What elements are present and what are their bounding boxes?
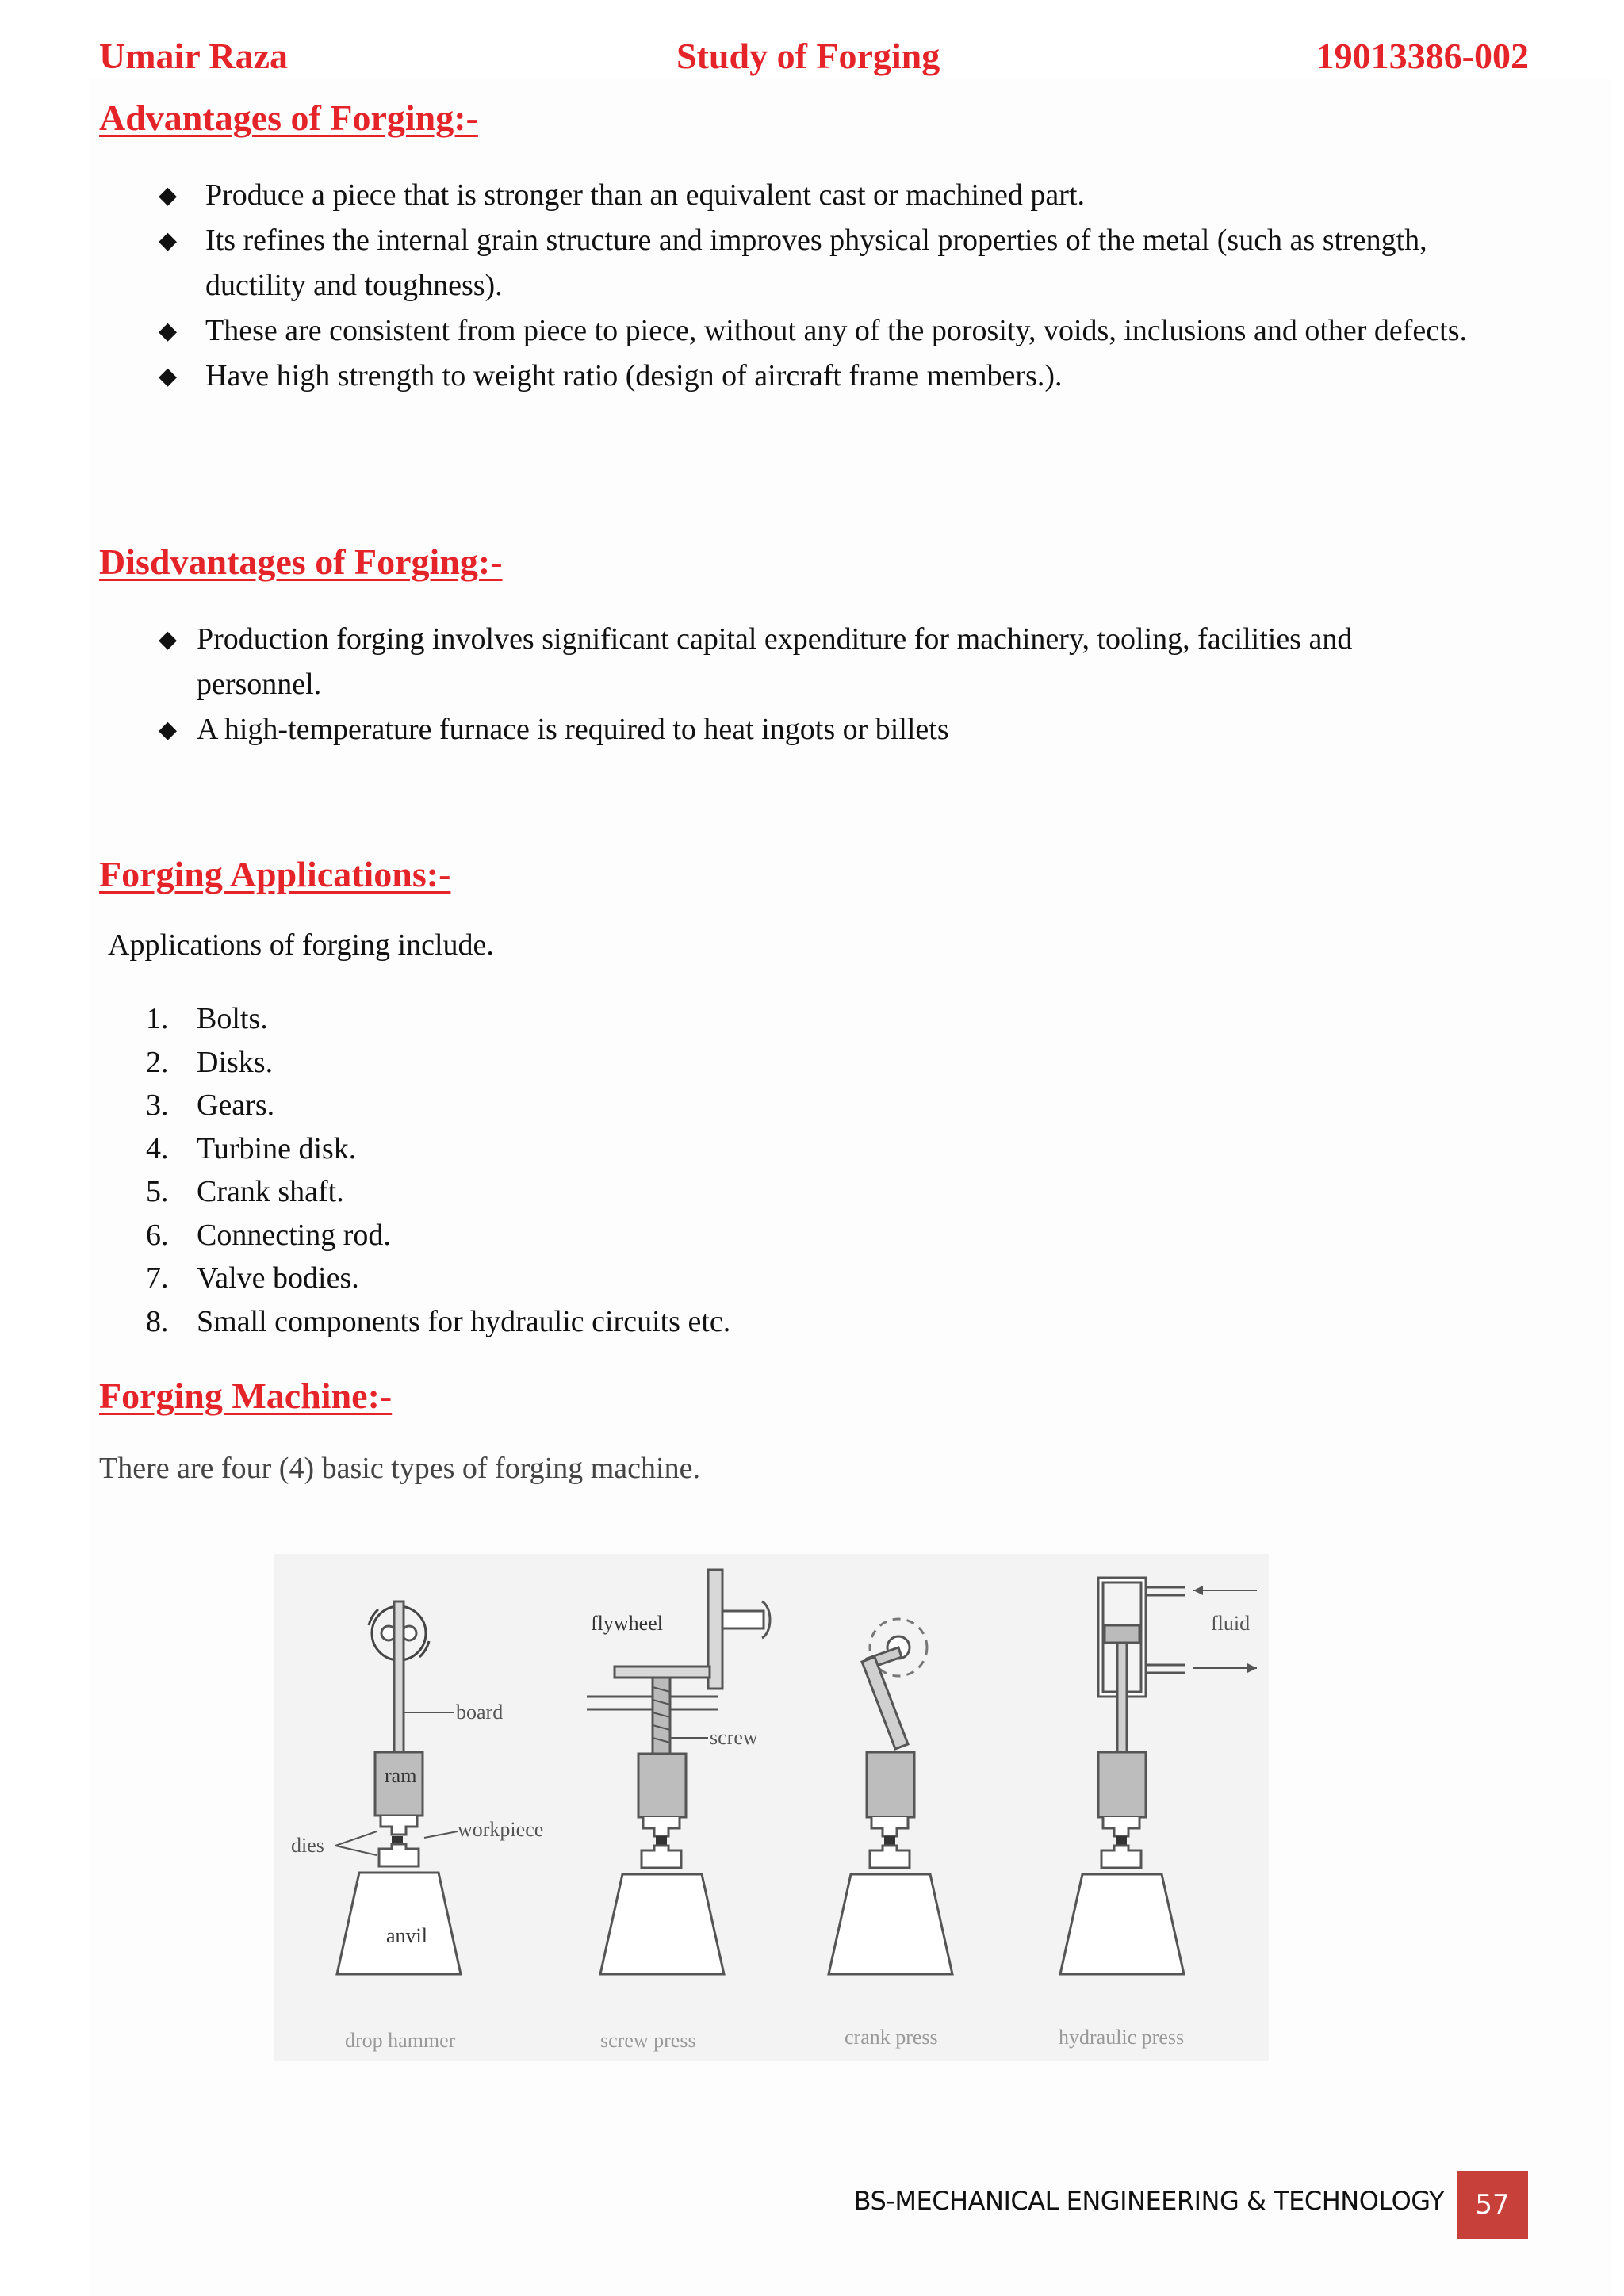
list-item: 1. Bolts. xyxy=(146,1002,268,1035)
label-ram: ram xyxy=(385,1764,417,1787)
forging-machine-intro: There are four (4) basic types of forging machine. xyxy=(99,1452,700,1485)
list-item: 2. Disks. xyxy=(146,1045,274,1079)
page-number-badge: 57 xyxy=(1457,2171,1528,2239)
diamond-bullet-icon: ◆ xyxy=(159,363,178,389)
label-anvil: anvil xyxy=(386,1924,427,1947)
caption-crank-press: crank press xyxy=(845,2026,938,2049)
list-item: ◆ Its refines the internal grain structure and improves physical properties of the metal (such as strength, ductility and toughness). xyxy=(159,218,1467,308)
list-item: 3. Gears. xyxy=(146,1089,275,1122)
disadvantages-heading: Disdvantages of Forging:- xyxy=(99,541,503,582)
running-header xyxy=(99,35,1529,82)
list-item: 7. Valve bodies. xyxy=(146,1261,359,1295)
list-item: 5. Crank shaft. xyxy=(146,1175,344,1208)
list-item: ◆ A high-temperature furnace is required to heat ingots or billets xyxy=(159,707,1459,752)
diamond-bullet-icon: ◆ xyxy=(159,182,178,209)
caption-screw-press: screw press xyxy=(600,2029,696,2052)
forging-machines-figure xyxy=(274,1554,1269,2061)
label-dies: dies xyxy=(291,1834,324,1857)
list-item: 4. Turbine disk. xyxy=(146,1131,357,1165)
screw-press-diagram xyxy=(587,1570,770,1974)
advantages-heading: Advantages of Forging:- xyxy=(99,98,478,138)
diamond-bullet-icon: ◆ xyxy=(159,626,178,652)
list-item: ◆ Production forging involves significant capital expenditure for machinery, tooling, facilities and personnel. xyxy=(159,617,1459,707)
applications-heading: Forging Applications:- xyxy=(99,854,451,894)
label-board: board xyxy=(456,1701,504,1724)
label-flywheel: flywheel xyxy=(591,1612,663,1635)
list-item: ◆ Produce a piece that is stronger than an equivalent cast or machined part. xyxy=(159,173,1467,218)
caption-hydraulic-press: hydraulic press xyxy=(1059,2026,1185,2049)
applications-list xyxy=(143,997,730,1343)
crank-press-diagram xyxy=(829,1619,952,1974)
list-item: ◆ Have high strength to weight ratio (design of aircraft frame members.). xyxy=(159,354,1467,399)
hydraulic-press-diagram xyxy=(1060,1578,1257,1974)
label-workpiece: workpiece xyxy=(458,1818,544,1841)
list-item: 8. Small components for hydraulic circuits etc. xyxy=(146,1304,731,1338)
diamond-bullet-icon: ◆ xyxy=(159,717,178,743)
student-id: 19013386-002 xyxy=(1316,36,1529,76)
author-name: Umair Raza xyxy=(99,36,289,76)
forging-machine-heading: Forging Machine:- xyxy=(99,1376,393,1416)
diamond-bullet-icon: ◆ xyxy=(159,228,178,254)
list-item: 6. Connecting rod. xyxy=(146,1218,391,1252)
diamond-bullet-icon: ◆ xyxy=(159,318,178,344)
list-item: ◆ These are consistent from piece to piece, without any of the porosity, voids, inclusions and other defects. xyxy=(159,308,1467,354)
footer-program: BS-MECHANICAL ENGINEERING & TECHNOLOGY xyxy=(853,2186,1444,2216)
advantages-list xyxy=(159,173,1467,399)
label-screw: screw xyxy=(710,1726,758,1749)
label-fluid: fluid xyxy=(1211,1612,1251,1635)
disadvantages-list xyxy=(159,617,1459,752)
drop-hammer-diagram xyxy=(291,1601,543,1974)
applications-intro: Applications of forging include. xyxy=(108,928,494,962)
caption-drop-hammer: drop hammer xyxy=(345,2029,456,2052)
document-title: Study of Forging xyxy=(676,36,940,76)
